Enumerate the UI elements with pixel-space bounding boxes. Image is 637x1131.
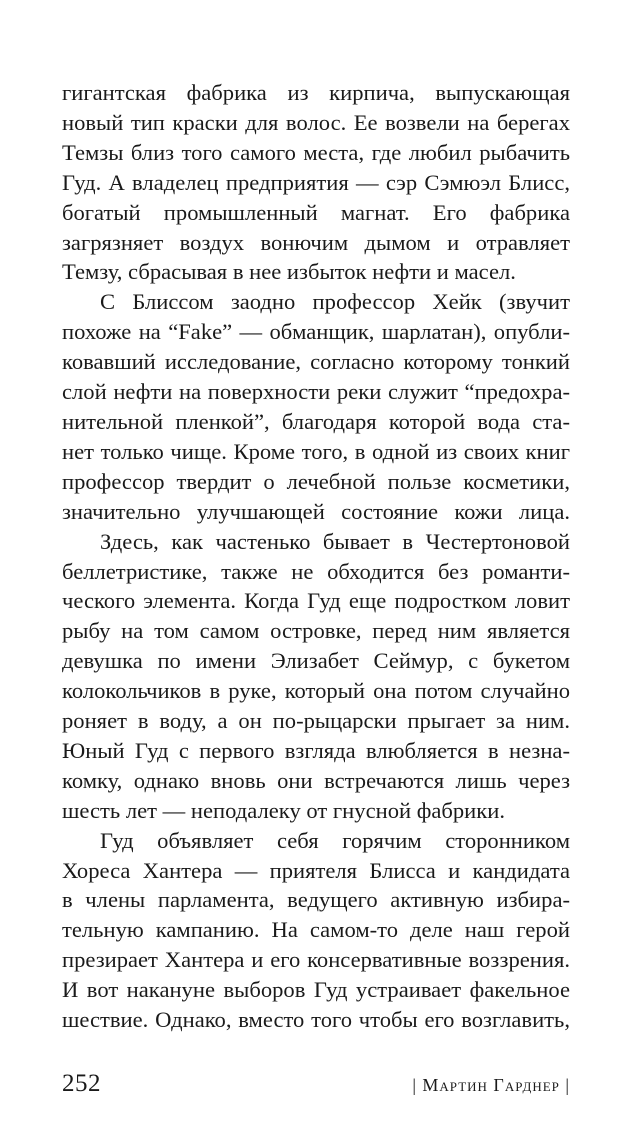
- text-line: гигантская фабрика из кирпича, выпускающая: [62, 80, 570, 105]
- text-line: Юный Гуд с первого взгляда влюбляется в незна-: [62, 737, 570, 763]
- page-footer: [62, 1070, 570, 1098]
- text-line: новый тип краски для волос. Ее возвели на берегах: [62, 109, 570, 135]
- text-line: Здесь, как частенько бывает в Честертоновой: [100, 528, 570, 554]
- running-head: | Мартин Гарднер |: [412, 1075, 570, 1095]
- text-line: в члены парламента, ведущего активную избира-: [62, 887, 570, 913]
- paragraph-4: [62, 826, 570, 1035]
- paragraph-1: [62, 78, 570, 287]
- text-line: профессор твердит о лечебной пользе косметики,: [62, 468, 570, 494]
- paragraph-2: [62, 287, 570, 526]
- text-line: значительно улучшающей состояние кожи лица.: [62, 498, 570, 524]
- text-line: нет только чище. Кроме того, в одной из своих книг: [62, 438, 570, 464]
- text-line: Хореса Хантера — приятеля Блисса и кандидата: [62, 857, 570, 883]
- text-line: презирает Хантера и его консервативные воззрения.: [62, 947, 570, 973]
- text-line: похоже на “Fake” — обманщик, шарлатан), опубли-: [62, 319, 570, 345]
- paragraph-3: [62, 527, 570, 826]
- text-line: И вот накануне выборов Гуд устраивает факельное: [62, 977, 570, 1003]
- text-line: шесть лет — неподалеку от гнусной фабрики.: [62, 797, 505, 823]
- text-line: рыбу на том самом островке, перед ним является: [62, 618, 570, 644]
- text-line: роняет в воду, а он по-рыцарски прыгает за ним.: [62, 708, 570, 734]
- text-line: девушка по имени Элизабет Сеймур, с букетом: [62, 648, 570, 674]
- text-line: ческого элемента. Когда Гуд еще подростком ловит: [62, 588, 570, 614]
- text-line: беллетристике, также не обходится без романти-: [62, 558, 570, 584]
- text-line: ковавший исследование, согласно которому тонкий: [62, 349, 570, 375]
- text-line: тельную кампанию. На самом-то деле наш герой: [62, 917, 570, 943]
- text-line: Гуд. А владелец предприятия — сэр Сэмюэл Блисс,: [62, 169, 570, 195]
- text-line: Темзу, сбрасывая в нее избыток нефти и масел.: [62, 259, 516, 285]
- text-line: колокольчиков в руке, который она потом случайно: [62, 678, 570, 704]
- text-line: загрязняет воздух вонючим дымом и отравляет: [62, 229, 570, 255]
- text-line: нительной пленкой”, благодаря которой вода ста-: [62, 408, 570, 434]
- text-line: Темзы близ того самого места, где любил рыбачить: [62, 139, 570, 165]
- text-line: слой нефти на поверхности реки служит “предохра-: [62, 379, 570, 405]
- page-body: [62, 78, 570, 1035]
- text-line: богатый промышленный магнат. Его фабрика: [62, 199, 570, 225]
- text-line: С Блиссом заодно профессор Хейк (звучит: [100, 289, 570, 315]
- text-line: комку, однако вновь они встречаются лишь через: [62, 767, 570, 793]
- text-line: Гуд объявляет себя горячим сторонником: [100, 827, 570, 853]
- text-line: шествие. Однако, вместо того чтобы его возглавить,: [62, 1007, 570, 1033]
- page-number: 252: [62, 1070, 101, 1097]
